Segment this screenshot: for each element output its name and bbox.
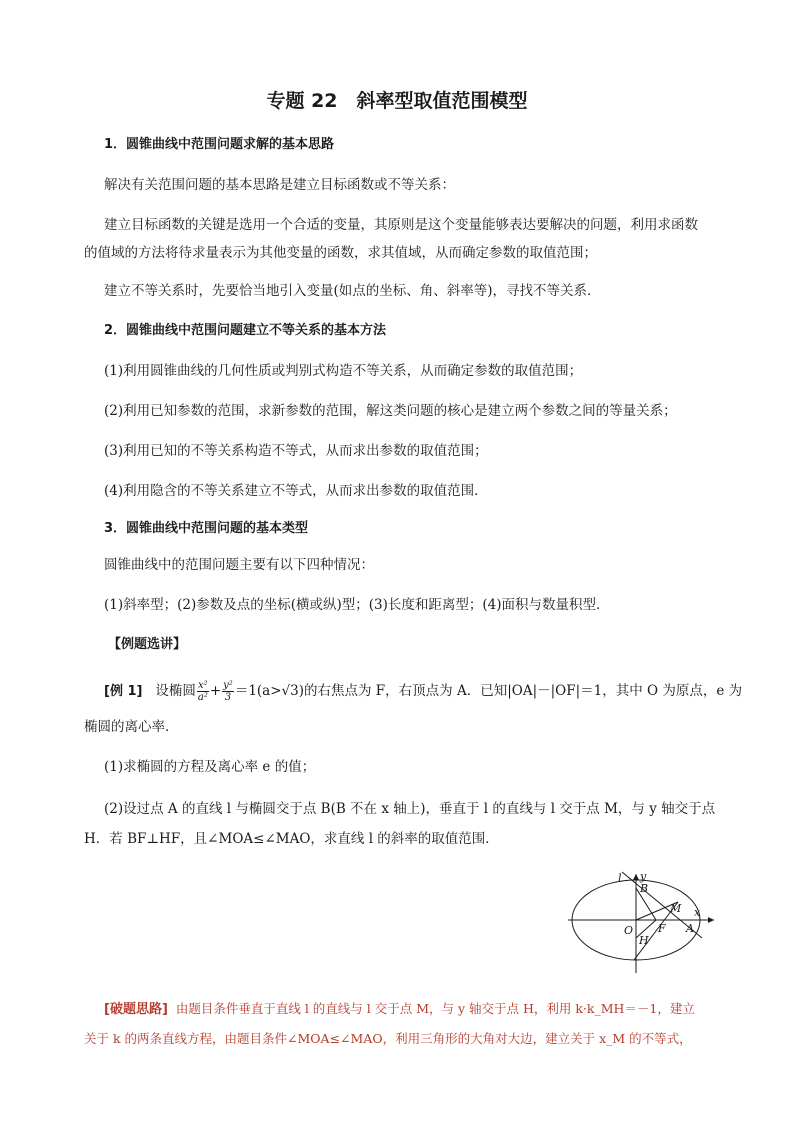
section1-paragraph2-line1: 建立目标函数的关键是选用一个合适的变量，其原则是这个变量能够表达要解决的问题，利用求函数 <box>104 217 698 233</box>
label-f: F <box>658 922 666 935</box>
label-x: x <box>694 906 701 919</box>
example1-question2-line2: H．若 BF⊥HF，且∠MOA≤∠MAO，求直线 l 的斜率的取值范围． <box>84 831 499 847</box>
label-b: B <box>640 882 649 895</box>
y-axis-arrow-icon <box>633 874 639 880</box>
examples-heading: 【例题选讲】 <box>108 637 187 652</box>
page-title: 专题 22 斜率型取值范围模型 <box>266 90 528 112</box>
example1-lead: 设椭圆 <box>155 683 196 699</box>
section2-item2: (2)利用已知参数的范围，求新参数的范围，解这类问题的核心是建立两个参数之间的等量关系； <box>104 403 677 419</box>
ellipse-figure <box>560 868 720 978</box>
section2-item4: (4)利用隐含的不等关系建立不等式，从而求出参数的取值范围． <box>104 483 488 499</box>
breakthrough-line1 <box>104 1000 695 1019</box>
example1-question1: (1)求椭圆的方程及离心率 e 的值； <box>104 759 316 775</box>
section2-item1: (1)利用圆锥曲线的几何性质或判别式构造不等关系，从而确定参数的取值范围； <box>104 363 583 379</box>
example1-equation-rest: ＝1(a>√3)的右焦点为 F，右顶点为 A．已知|OA|－|OF|＝1，其中 O 为原点，e 为 <box>234 683 743 699</box>
example1-question2-line1: (2)设过点 A 的直线 l 与椭圆交于点 B(B 不在 x 轴上)，垂直于 l 的直线与 l 交于点 M，与 y 轴交于点 <box>104 801 716 817</box>
section1-paragraph1: 解决有关范围问题的基本思路是建立目标函数或不等关系： <box>104 177 455 193</box>
example1-fraction-y: $\frac{\text{y²}}{3}$ <box>223 680 233 703</box>
label-l: l <box>618 872 622 885</box>
section2-item3: (3)利用已知的不等关系构造不等式，从而求出参数的取值范围； <box>104 443 488 459</box>
label-y: y <box>640 870 647 883</box>
x-axis-arrow-icon <box>708 917 714 923</box>
label-m: M <box>670 902 682 915</box>
section3-paragraph1: 圆锥曲线中的范围问题主要有以下四种情况： <box>104 557 374 573</box>
label-a: A <box>686 922 694 935</box>
section1-heading: 1．圆锥曲线中范围问题求解的基本思路 <box>104 137 335 152</box>
section1-paragraph3: 建立不等关系时，先要恰当地引入变量(如点的坐标、角、斜率等)，寻找不等关系． <box>104 283 601 299</box>
label-o: O <box>624 924 634 937</box>
breakthrough-label: [破题思路] <box>104 1002 168 1017</box>
section3-paragraph2: (1)斜率型；(2)参数及点的坐标(横或纵)型；(3)长度和距离型；(4)面积与数量积型． <box>104 597 610 613</box>
label-h: H <box>639 934 649 947</box>
breakthrough-line2: 关于 k 的两条直线方程，由题目条件∠MOA≤∠MAO，利用三角形的大角对大边，建立关于 x_M 的不等式， <box>84 1031 692 1046</box>
example1-plus: + <box>209 683 222 699</box>
section3-heading: 3．圆锥曲线中范围问题的基本类型 <box>104 521 309 536</box>
breakthrough-text-line1: 由题目条件垂直于直线 l 的直线与 l 交于点 M，与 y 轴交于点 H，利用 k·k_MH＝－1，建立 <box>175 1001 695 1016</box>
section1-paragraph2-line2: 的值域的方法将待求量表示为其他变量的函数，求其值域，从而确定参数的取值范围； <box>84 245 597 261</box>
example1-statement-line2: 椭圆的离心率． <box>84 719 179 735</box>
example1-statement-line1 <box>104 680 742 703</box>
section2-heading: 2．圆锥曲线中范围问题建立不等关系的基本方法 <box>104 323 387 338</box>
example1-label: [例 1] <box>104 684 143 699</box>
example1-fraction-x: $\frac{\text{x²}}{\text{a²}}$ <box>197 680 208 703</box>
